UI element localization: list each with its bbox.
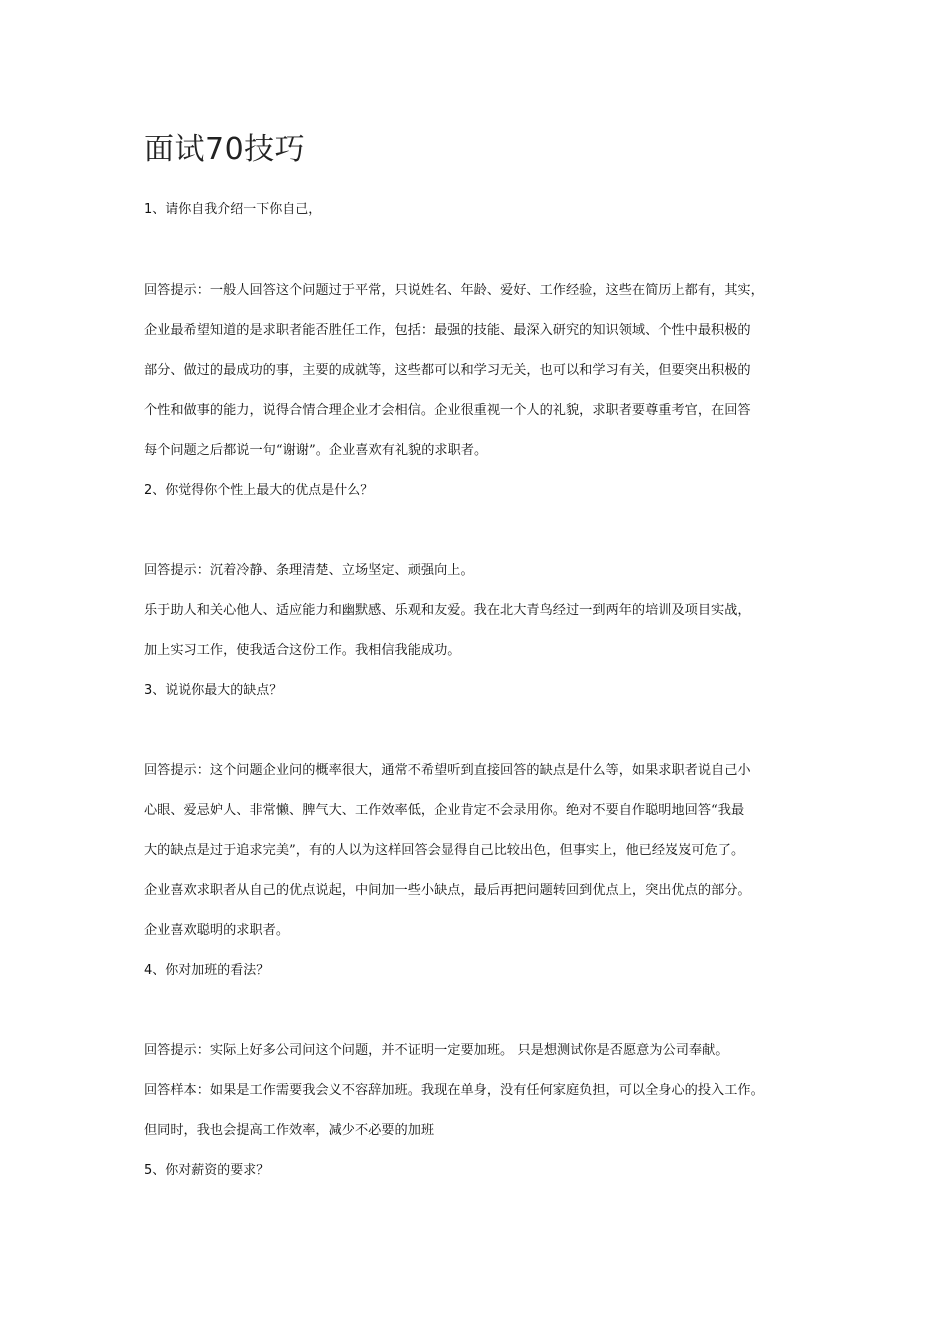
question-2: 2、你觉得你个性上最大的优点是什么？ [144,483,374,498]
answer-line: 回答样本：如果是工作需要我会义不容辞加班。我现在单身，没有任何家庭负担，可以全身心的投入工作。 [144,1083,764,1098]
answer-line: 但同时，我也会提高工作效率，减少不必要的加班 [144,1123,435,1138]
answer-line: 大的缺点是过于追求完美”，有的人以为这样回答会显得自己比较出色，但事实上，他已经岌岌可危了。 [144,843,745,858]
answer-line: 部分、做过的最成功的事，主要的成就等，这些都可以和学习无关，也可以和学习有关，但要突出积极的 [144,363,751,378]
answer-line: 每个问题之后都说一句“谢谢”。企业喜欢有礼貌的求职者。 [144,443,488,458]
answer-line: 回答提示：一般人回答这个问题过于平常，只说姓名、年龄、爱好、工作经验，这些在简历上都有，其实， [144,283,764,298]
page-title: 面试70技巧 [144,132,306,167]
answer-line: 企业最希望知道的是求职者能否胜任工作，包括：最强的技能、最深入研究的知识领域、个性中最积极的 [144,323,751,338]
answer-line: 回答提示：这个问题企业问的概率很大，通常不希望听到直接回答的缺点是什么等，如果求职者说自己小 [144,763,751,778]
answer-line: 回答提示：实际上好多公司问这个问题，并不证明一定要加班。 只是想测试你是否愿意为公司奉献。 [144,1043,729,1058]
question-4: 4、你对加班的看法？ [144,963,270,978]
answer-line: 加上实习工作，使我适合这份工作。我相信我能成功。 [144,643,461,658]
answer-line: 个性和做事的能力，说得合情合理企业才会相信。企业很重视一个人的礼貌，求职者要尊重考官，在回答 [144,403,751,418]
answer-line: 回答提示：沉着冷静、条理清楚、立场坚定、顽强向上。 [144,563,474,578]
answer-line: 心眼、爱忌妒人、非常懒、脾气大、工作效率低，企业肯定不会录用你。绝对不要自作聪明地回答“我最 [144,803,745,818]
question-3: 3、说说你最大的缺点？ [144,683,283,698]
answer-line: 乐于助人和关心他人、适应能力和幽默感、乐观和友爱。我在北大青鸟经过一到两年的培训及项目实战， [144,603,751,618]
answer-line: 企业喜欢聪明的求职者。 [144,923,290,938]
answer-line: 企业喜欢求职者从自己的优点说起，中间加一些小缺点，最后再把问题转回到优点上，突出优点的部分。 [144,883,751,898]
question-5: 5、你对薪资的要求？ [144,1163,270,1178]
question-1: 1、请你自我介绍一下你自己， [144,202,322,217]
